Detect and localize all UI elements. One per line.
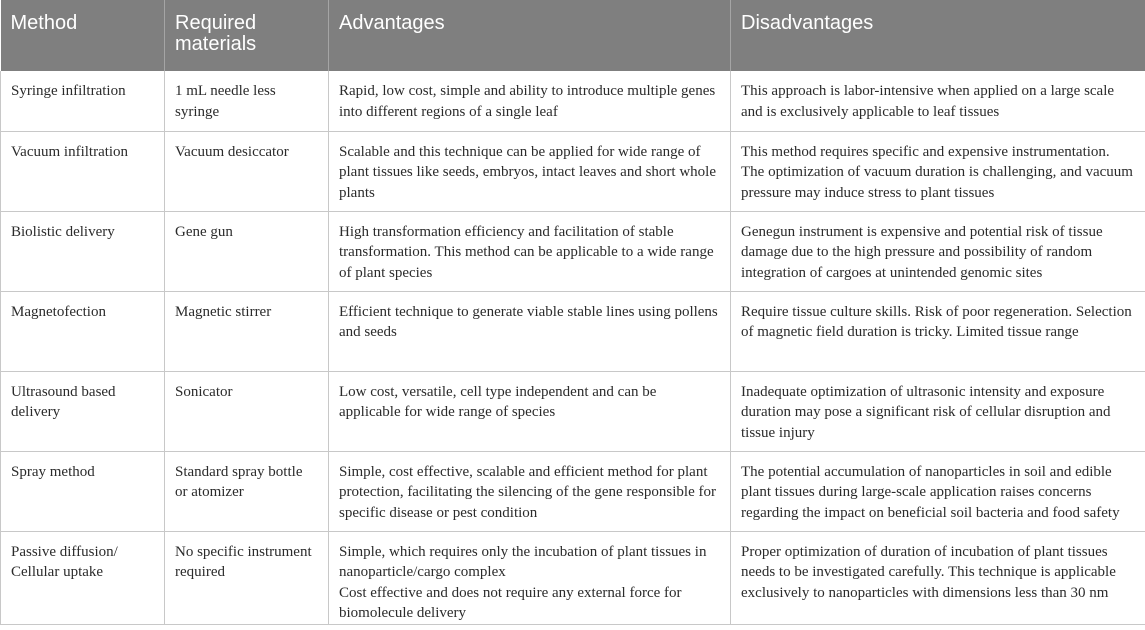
disadvantages-cell: Inadequate optimization of ultrasonic intensity and exposure duration may pose a significant risk of cellular disruption and tissue injury (731, 371, 1145, 451)
advantages-cell: Simple, cost effective, scalable and efficient method for plant protection, facilitating the silencing of the gene responsible for specific disease or pest condition (329, 451, 731, 531)
materials-cell: 1 mL needle less syringe (165, 71, 329, 131)
advantages-line: Simple, which requires only the incubation of plant tissues in nanoparticle/cargo complex (339, 543, 707, 580)
header-method: Method (10, 12, 78, 34)
disadvantages-cell: The potential accumulation of nanoparticles in soil and edible plant tissues during large-scale application raises concerns regarding the impact on beneficial soil bacteria and food safety (731, 451, 1145, 531)
method-cell: Ultrasound based delivery (1, 371, 165, 451)
header-advantages: Advantages (329, 0, 731, 71)
method-cell: Magnetofection (1, 291, 165, 371)
table-row (1, 531, 1145, 624)
materials-cell: Gene gun (165, 211, 329, 291)
disadvantages-cell: Require tissue culture skills. Risk of poor regeneration. Selection of magnetic field duration is tricky. Limited tissue range (731, 291, 1145, 371)
method-cell: Syringe infiltration (1, 71, 165, 131)
table-header-row (1, 0, 1145, 71)
disadvantages-cell: Genegun instrument is expensive and potential risk of tissue damage due to the high pressure and possibility of random integration of cargoes at unintended genomic sites (731, 211, 1145, 291)
disadvantages-cell: This method requires specific and expensive instrumentation. The optimization of vacuum duration is challenging, and vacuum pressure may induce stress to plant tissues (731, 131, 1145, 211)
header-required-materials: Required materials (165, 0, 329, 71)
materials-cell: Standard spray bottle or atomizer (165, 451, 329, 531)
disadvantages-cell: This approach is labor-intensive when applied on a large scale and is exclusively applicable to leaf tissues (731, 71, 1145, 131)
method-cell: Spray method (1, 451, 165, 531)
method-cell: Passive diffusion/ Cellular uptake (1, 531, 165, 624)
table-row (1, 451, 1145, 531)
method-cell: Biolistic delivery (1, 211, 165, 291)
advantages-cell: Low cost, versatile, cell type independent and can be applicable for wide range of species (329, 371, 731, 451)
advantages-cell: Scalable and this technique can be applied for wide range of plant tissues like seeds, embryos, intact leaves and short whole plants (329, 131, 731, 211)
header-disadvantages: Disadvantages (731, 0, 1145, 71)
table-row (1, 211, 1145, 291)
disadvantages-cell: Proper optimization of duration of incubation of plant tissues needs to be investigated carefully. This technique is applicable exclusively to nanoparticles with dimensions less than 30 nm (731, 531, 1145, 624)
advantages-cell: Efficient technique to generate viable stable lines using pollens and seeds (329, 291, 731, 371)
method-cell: Vacuum infiltration (1, 131, 165, 211)
advantages-line: Cost effective and does not require any external force for biomolecule delivery (339, 584, 682, 621)
materials-cell: Vacuum desiccator (165, 131, 329, 211)
table-row (1, 131, 1145, 211)
advantages-cell (329, 531, 731, 624)
table-row (1, 371, 1145, 451)
advantages-cell: Rapid, low cost, simple and ability to introduce multiple genes into different regions of a single leaf (329, 71, 731, 131)
table-row (1, 291, 1145, 371)
materials-cell: Sonicator (165, 371, 329, 451)
materials-cell: Magnetic stirrer (165, 291, 329, 371)
table-row (1, 71, 1145, 131)
materials-cell: No specific instrument required (165, 531, 329, 624)
advantages-cell: High transformation efficiency and facilitation of stable transformation. This method can be applicable to a wide range of plant species (329, 211, 731, 291)
